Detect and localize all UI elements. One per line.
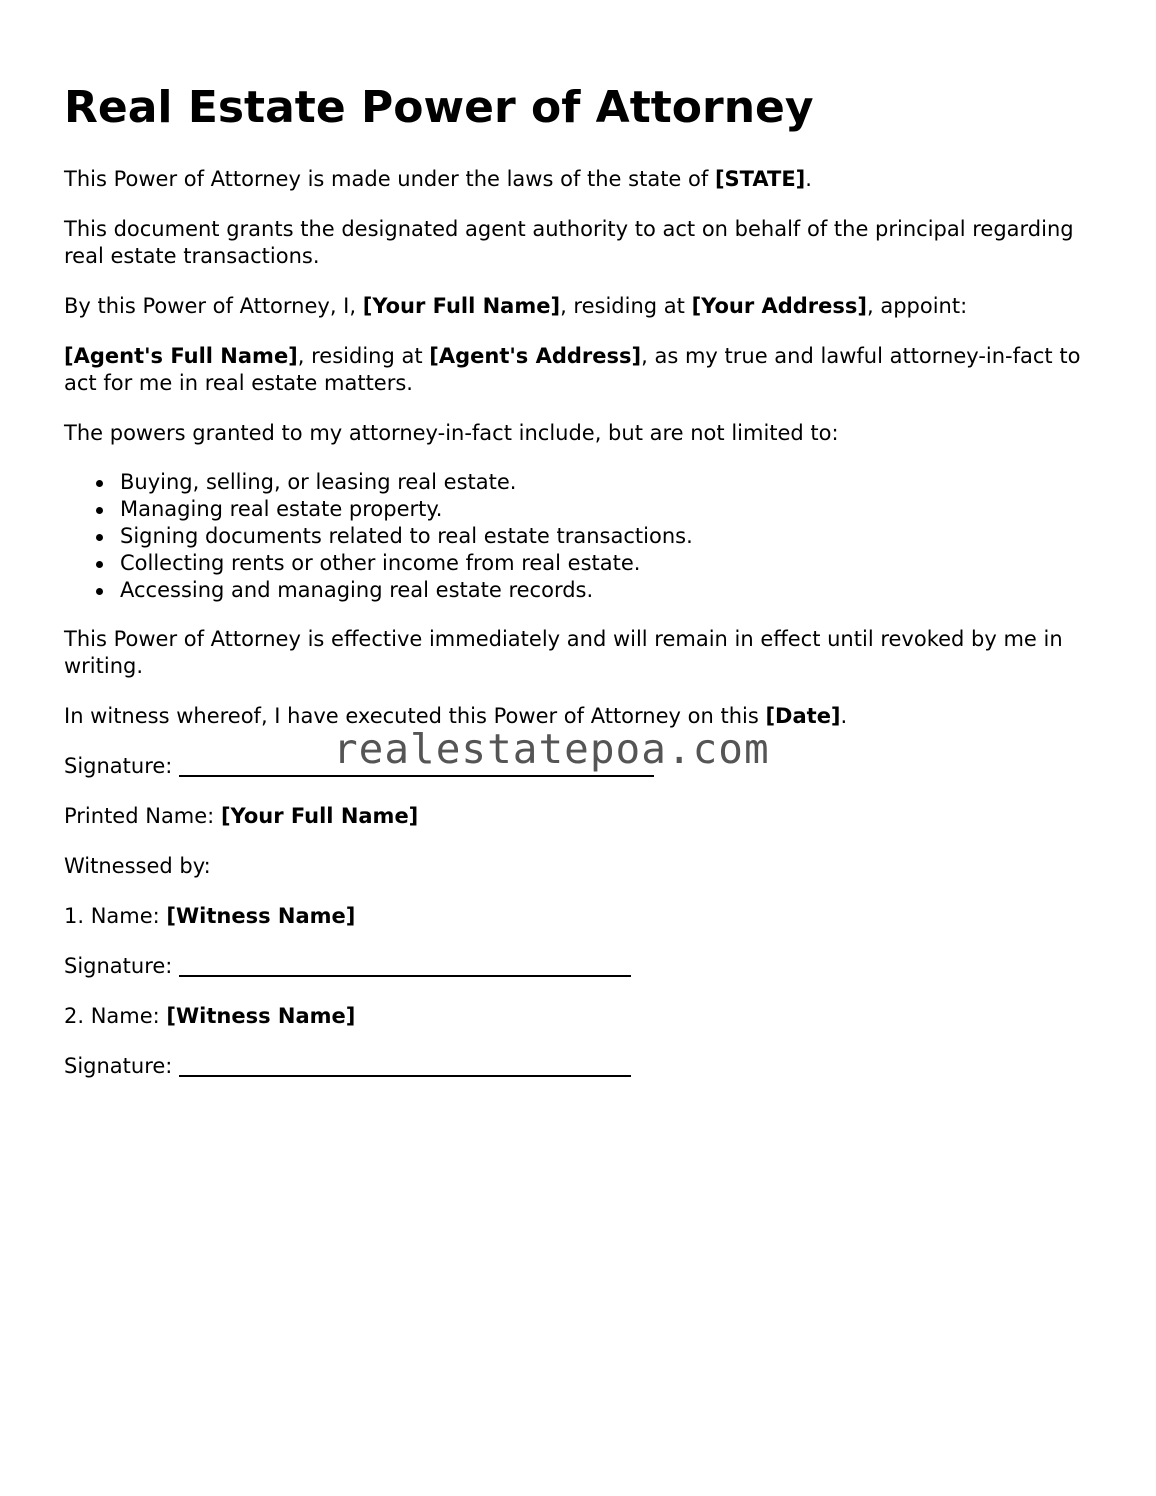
document-body bbox=[64, 166, 1094, 1103]
witness-1-signature-line[interactable] bbox=[179, 953, 631, 977]
agent-name-placeholder: [Agent's Full Name] bbox=[64, 344, 298, 368]
printed-name-label: Printed Name: bbox=[64, 804, 221, 828]
printed-name-row bbox=[64, 803, 1094, 830]
witnessed-by-heading: Witnessed by: bbox=[64, 854, 211, 878]
witness-2-signature-row bbox=[64, 1053, 1094, 1080]
printed-name-placeholder: [Your Full Name] bbox=[220, 804, 419, 828]
principal-signature-row bbox=[64, 753, 1094, 780]
state-clause bbox=[64, 166, 1094, 193]
list-item: Accessing and managing real estate records. bbox=[120, 577, 1094, 604]
principal-name-placeholder: [Your Full Name] bbox=[362, 294, 561, 318]
list-item: Signing documents related to real estate transactions. bbox=[120, 523, 1094, 550]
list-item: Collecting rents or other income from real estate. bbox=[120, 550, 1094, 577]
list-item: Managing real estate property. bbox=[120, 496, 1094, 523]
agent-clause: [Agent's Full Name], residing at [Agent's Address], as my true and lawful attorney-in-fact to act for me in real estate matters. bbox=[64, 344, 1081, 395]
witness-1-name-row: 1. Name: [Witness Name] bbox=[64, 904, 356, 928]
powers-intro: The powers granted to my attorney-in-fact include, but are not limited to: bbox=[64, 421, 839, 445]
signature-label: Signature: bbox=[64, 754, 180, 778]
agent-address-placeholder: [Agent's Address] bbox=[429, 344, 642, 368]
state-clause-text: This Power of Attorney is made under the laws of the state of bbox=[64, 167, 715, 191]
principal-clause: By this Power of Attorney, I, [Your Full Name], residing at [Your Address], appoint: bbox=[64, 294, 968, 318]
witness-1-signature-row bbox=[64, 953, 1094, 980]
witness-clause: In witness whereof, I have executed this Power of Attorney on this [Date]. bbox=[64, 704, 848, 728]
watermark: realestatepoa.com bbox=[333, 725, 770, 773]
grant-clause: This document grants the designated agent authority to act on behalf of the principal regarding real estate transactions. bbox=[64, 217, 1074, 268]
list-item: Buying, selling, or leasing real estate. bbox=[120, 469, 1094, 496]
principal-address-placeholder: [Your Address] bbox=[691, 294, 867, 318]
witness-2-signature-line[interactable] bbox=[179, 1053, 631, 1077]
state-placeholder: [STATE] bbox=[714, 167, 806, 191]
witness-2-name-row: 2. Name: [Witness Name] bbox=[64, 1004, 356, 1028]
signature-label: Signature: bbox=[64, 954, 180, 978]
signature-label: Signature: bbox=[64, 1054, 180, 1078]
powers-list bbox=[64, 469, 1094, 604]
effective-clause: This Power of Attorney is effective immediately and will remain in effect until revoked by me in writing. bbox=[64, 627, 1063, 678]
date-placeholder: [Date] bbox=[765, 704, 841, 728]
witness-1-name-placeholder: [Witness Name] bbox=[166, 904, 356, 928]
state-clause-end: . bbox=[805, 167, 812, 191]
document-title: Real Estate Power of Attorney bbox=[64, 82, 814, 133]
witness-2-name-placeholder: [Witness Name] bbox=[166, 1004, 356, 1028]
principal-signature-line[interactable] bbox=[179, 753, 654, 777]
